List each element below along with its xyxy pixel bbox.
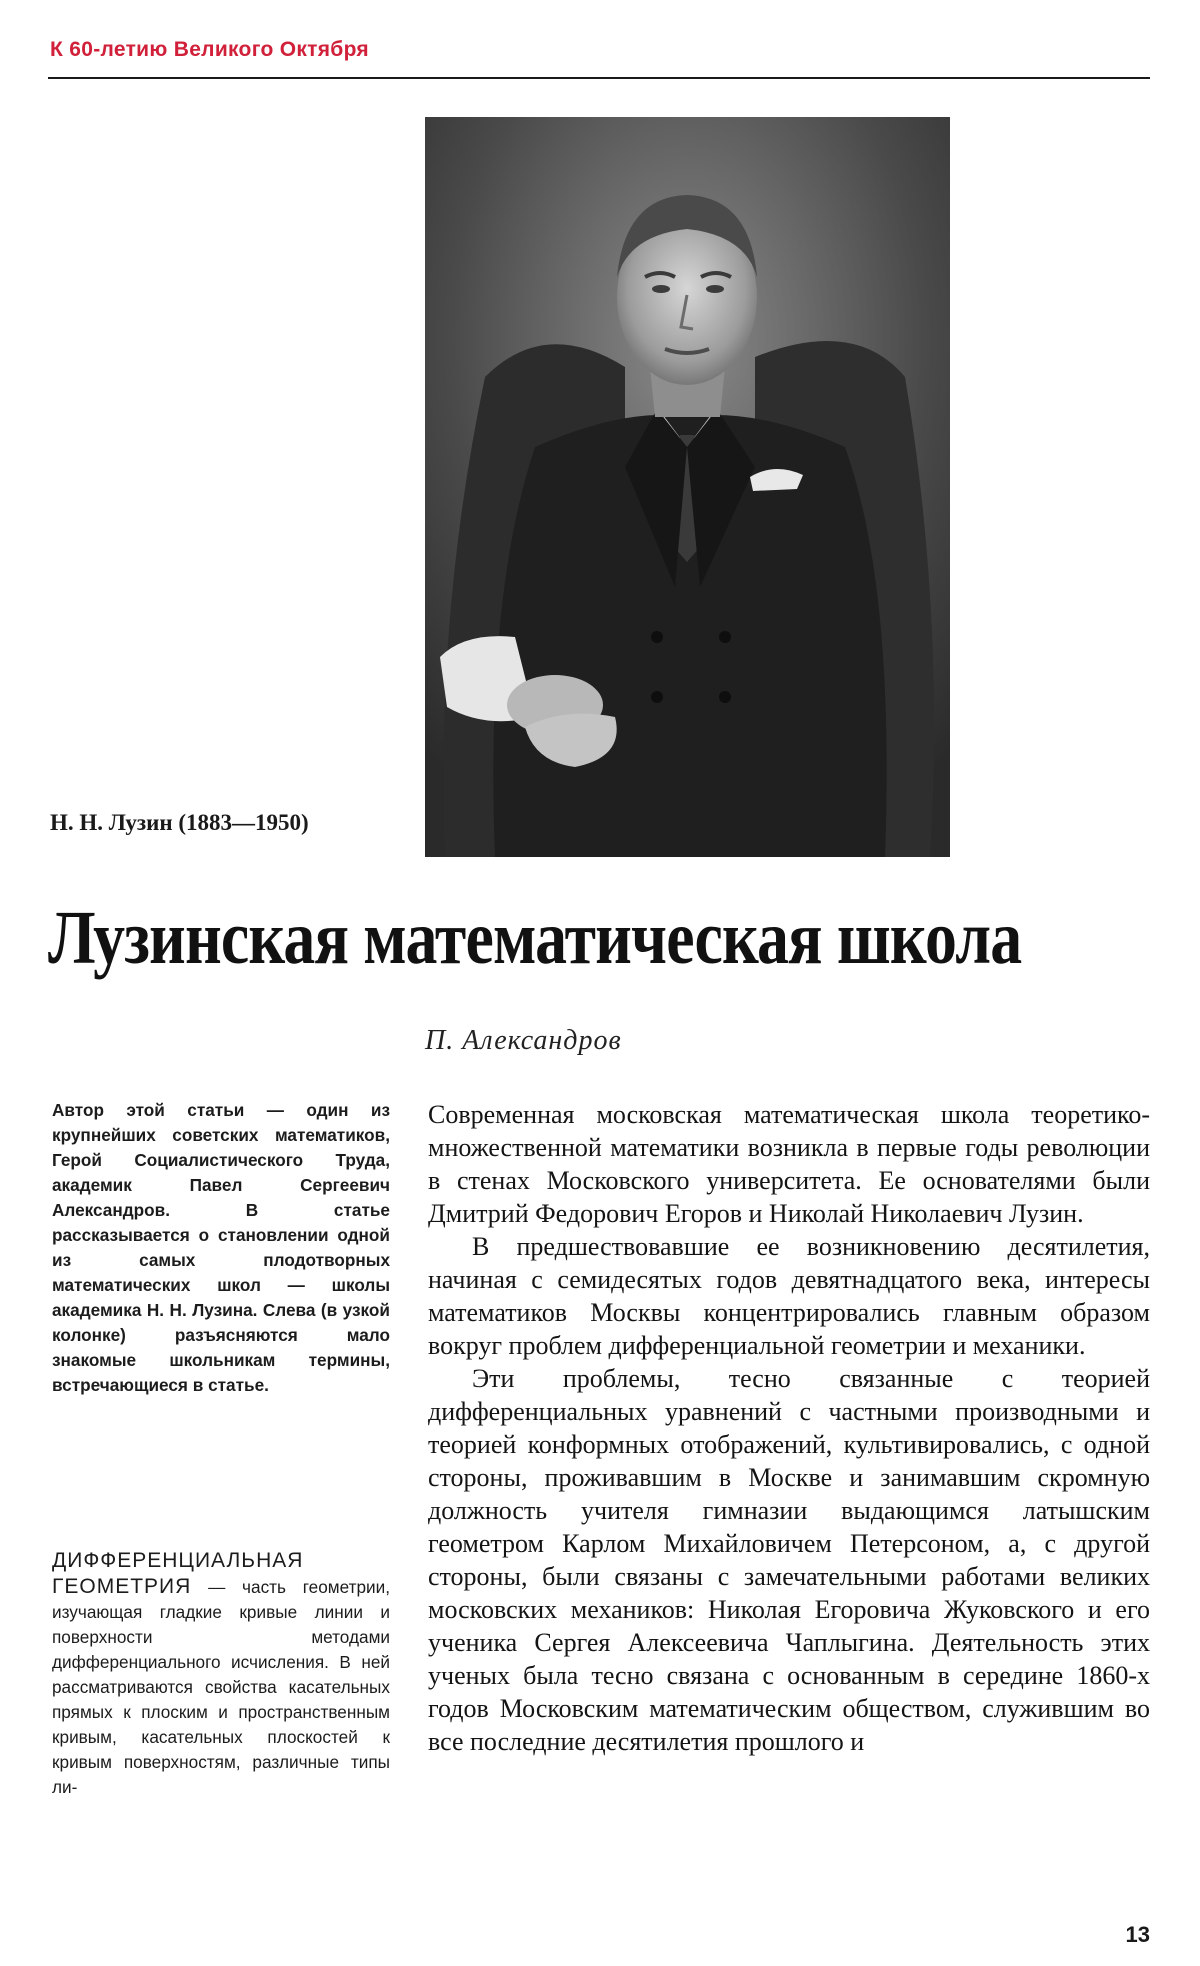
portrait-illustration [425, 117, 950, 857]
header-rule [48, 77, 1150, 79]
article-title: Лузинская математическая школа [48, 896, 1022, 980]
page-number: 13 [1125, 1922, 1150, 1947]
glossary-entry [52, 1548, 390, 1800]
portrait-photo [425, 117, 950, 857]
photo-caption: Н. Н. Лузин (1883—1950) [50, 810, 309, 835]
glossary-term: ДИФФЕРЕНЦИАЛЬНАЯ ГЕОМЕТРИЯ [52, 1549, 304, 1598]
section-rubric: К 60-летию Великого Октября [50, 38, 369, 61]
body-paragraph: Эти проблемы, тесно связанные с теорией дифференциальных уравнений с частными производными и теорией конформных отображений, культивировались, с одной стороны, проживавшим в Москве и занимавшим скромную должность учителя гимназии выдающимся латышским геометром Карлом Михайловичем Петерсоном, а, с другой стороны, были связаны с замечательными работами великих московских механиков: Николая Егоровича Жуковского и его ученика Сергея Алексеевича Чаплыгина. Деятельность этих ученых была тесно связана с основанным в середине 1860-х годов Московским математическим обществом, служившим во все последние десятилетия прошлого и [428, 1364, 1150, 1756]
body-paragraph: Современная московская математическая школа теоретико-множественной математики возникла в первые годы революции в стенах Московского университета. Ее основателями были Дмитрий Федорович Егоров и Николай Николаевич Лузин. [428, 1100, 1150, 1228]
article-author: П. Александров [425, 1025, 622, 1056]
body-paragraph: В предшествовавшие ее возникновению десятилетия, начиная с семидесятых годов девятнадцатого века, интересы математиков Москвы концентрировались главным образом вокруг проблем дифференциальной геометрии и механики. [428, 1232, 1150, 1360]
glossary-definition: — часть геометрии, изучающая гладкие кривые линии и поверхности методами дифференциального исчисления. В ней рассматриваются свойства касательных прямых к плоским и пространственным кривым, касательных плоскостей к кривым поверхностям, различные типы ли- [52, 1577, 390, 1797]
author-intro: Автор этой статьи — один из крупнейших советских математиков, Герой Социалистического Труда, академик Павел Сергеевич Александров. В статье рассказывается о становлении одной из самых плодотворных математических школ — школы академика Н. Н. Лузина. Слева (в узкой колонке) разъясняются мало знакомые школьникам термины, встречающиеся в статье. [52, 1100, 390, 1395]
article-body [428, 1098, 1150, 1758]
